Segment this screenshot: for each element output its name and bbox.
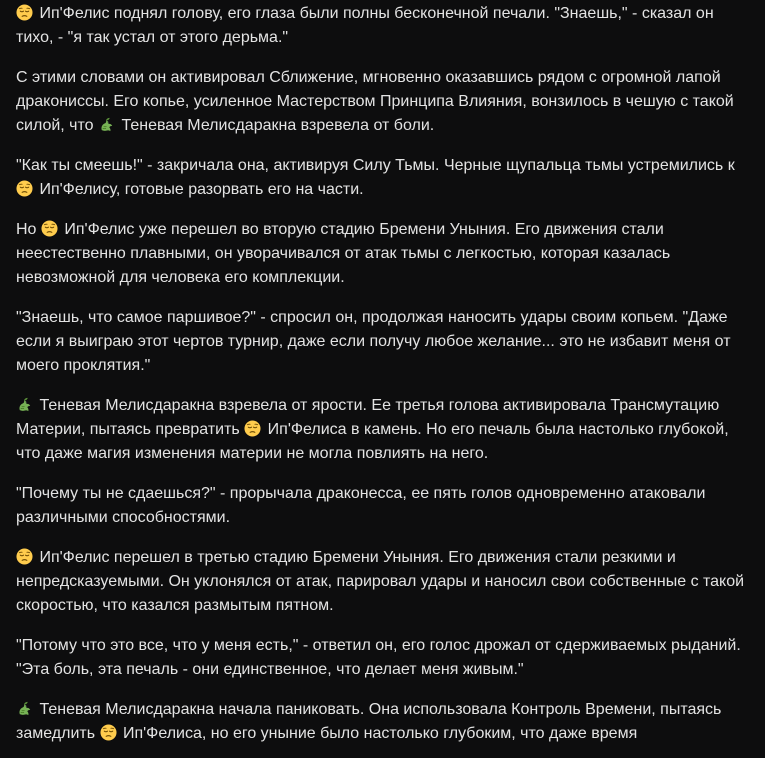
message-paragraph: [16, 2, 751, 50]
message-paragraph: [16, 698, 751, 746]
pensive-face-icon: [16, 548, 33, 565]
pensive-face-icon: [100, 724, 117, 741]
pensive-face-icon: [16, 4, 33, 21]
paragraph-text: Теневая Мелисдаракна взревела от ярости. Ее третья голова активировала Трансмутацию Материи, пытаясь превратить: [16, 397, 720, 438]
paragraph-text: Теневая Мелисдаракна начала паниковать. Она использовала Контроль Времени, пытаясь замедлить: [16, 701, 722, 742]
paragraph-text: Ип'Фелис перешел в третью стадию Бремени Уныния. Его движения стали резкими и непредсказуемыми. Он уклонялся от атак, парировал удары и наносил свои собственные с такой скоростью, что казался размытым пятном.: [16, 549, 745, 614]
message-paragraph: [16, 482, 751, 530]
paragraph-text: "Потому что это все, что у меня есть," - ответил он, его голос дрожал от сдерживаемых рыданий. "Эта боль, эта печаль - они единственное, что делает меня живым.": [16, 637, 741, 678]
dragon-icon: [16, 700, 33, 717]
message-paragraph: [16, 394, 751, 466]
pensive-face-icon: [41, 220, 58, 237]
paragraph-text: Ип'Фелиса в камень. Но его печаль была настолько глубокой, что даже магия изменения материи не могла повлиять на него.: [16, 421, 729, 462]
message-paragraph: [16, 154, 751, 202]
pensive-face-icon: [16, 180, 33, 197]
paragraph-text: Теневая Мелисдаракна взревела от боли.: [121, 117, 435, 134]
paragraph-text: Ип'Фелиса, но его уныние было настолько глубоким, что даже время: [122, 725, 638, 742]
paragraph-text: "Как ты смеешь!" - закричала она, активируя Силу Тьмы. Черные щупальца тьмы устремились к: [16, 157, 735, 174]
dragon-icon: [98, 116, 115, 133]
paragraph-text: "Знаешь, что самое паршивое?" - спросил он, продолжая наносить удары своим копьем. "Даже если я выиграю этот чертов турнир, даже если получу любое желание... это не избавит меня от моего проклятия.": [16, 309, 731, 374]
message-paragraph: [16, 218, 751, 290]
paragraph-text: "Почему ты не сдаешься?" - прорычала драконесса, ее пять голов одновременно атаковали различными способностями.: [16, 485, 706, 526]
paragraph-text: Ип'Фелису, готовые разорвать его на части.: [39, 181, 364, 198]
paragraph-text: С этими словами он активировал Сближение, мгновенно оказавшись рядом с огромной лапой дракониссы. Его копье, усиленное Мастерством Принципа Влияния, вонзилось в чешую с такой силой, что: [16, 69, 734, 134]
pensive-face-icon: [244, 420, 261, 437]
message-paragraph: [16, 546, 751, 618]
paragraph-text: Ип'Фелис поднял голову, его глаза были полны бесконечной печали. "Знаешь," - сказал он тихо, - "я так устал от этого дерьма.": [16, 5, 714, 46]
dragon-icon: [16, 396, 33, 413]
message-paragraph: [16, 66, 751, 138]
message-paragraph: [16, 634, 751, 682]
message-body: [16, 2, 751, 746]
paragraph-text: Но: [16, 221, 41, 238]
message-paragraph: [16, 306, 751, 378]
paragraph-text: Ип'Фелис уже перешел во вторую стадию Бремени Уныния. Его движения стали неестественно плавными, он уворачивался от атак тьмы с легкостью, которая казалась невозможной для человека его комплекции.: [16, 221, 671, 286]
